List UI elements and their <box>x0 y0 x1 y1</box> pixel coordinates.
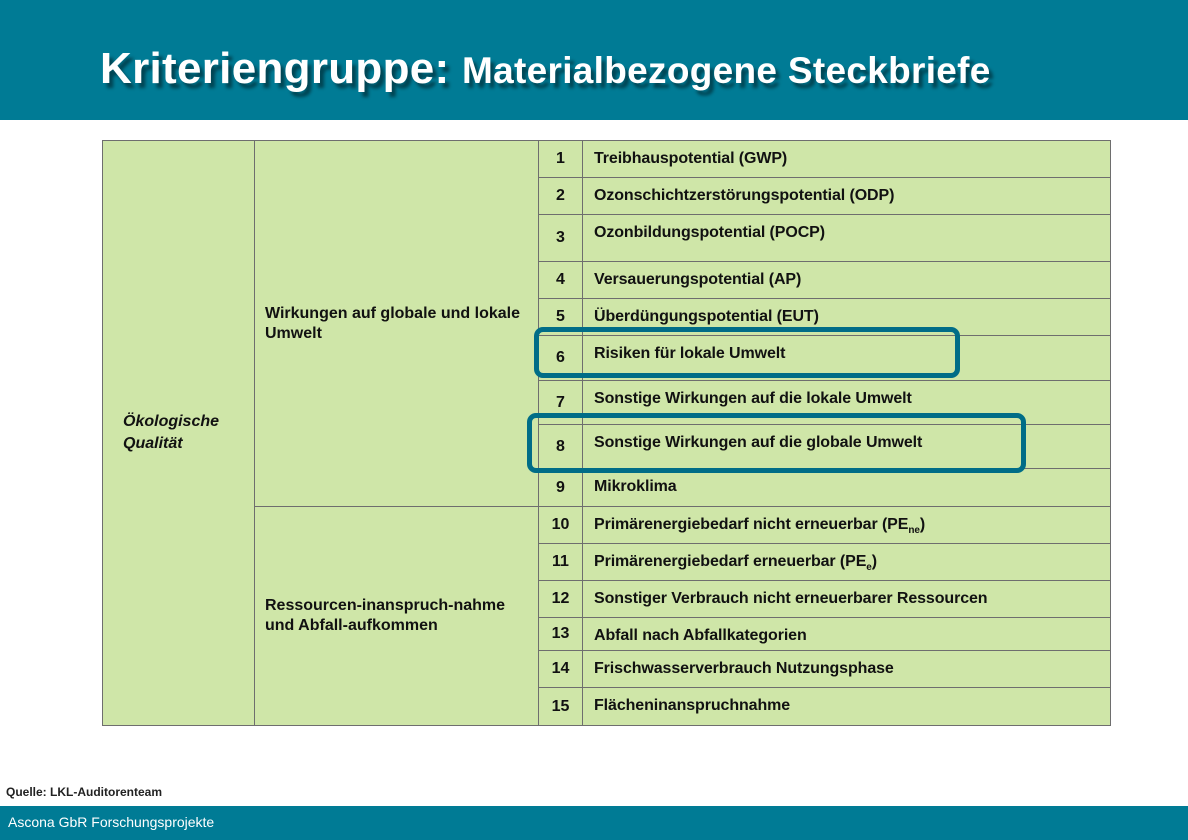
criterion-label: Überdüngungspotential (EUT) <box>583 299 1111 336</box>
criterion-number: 13 <box>539 618 583 651</box>
criterion-number: 9 <box>539 469 583 507</box>
highlight-row-6 <box>534 327 960 378</box>
criterion-number: 10 <box>539 507 583 544</box>
criterion-label-suffix: ) <box>871 553 877 570</box>
footer-bar <box>0 806 1188 840</box>
criterion-number: 3 <box>539 215 583 262</box>
criterion-number: 5 <box>539 299 583 336</box>
criterion-label-text: Primärenergiebedarf erneuerbar (PE <box>594 553 867 570</box>
criterion-number: 1 <box>539 141 583 178</box>
criterion-label: Sonstige Wirkungen auf die lokale Umwelt <box>583 381 1111 425</box>
criterion-number: 11 <box>539 544 583 581</box>
criterion-number: 12 <box>539 581 583 618</box>
criterion-label: Versauerungspotential (AP) <box>583 262 1111 299</box>
criterion-number: 6 <box>539 336 583 381</box>
criterion-number: 14 <box>539 651 583 688</box>
highlight-row-8 <box>527 413 1026 473</box>
page-title <box>100 44 991 94</box>
footer-text: Ascona GbR Forschungsprojekte <box>8 814 215 830</box>
title-bar <box>0 0 1188 120</box>
criterion-number: 4 <box>539 262 583 299</box>
criterion-label: Ozonschichtzerstörungspotential (ODP) <box>583 178 1111 215</box>
source-note: Quelle: LKL-Auditorenteam <box>6 785 163 799</box>
table-row <box>103 141 1111 178</box>
criterion-label: Abfall nach Abfallkategorien <box>583 618 1111 651</box>
criterion-number: 2 <box>539 178 583 215</box>
criterion-label: Flächeninanspruchnahme <box>583 688 1111 726</box>
criterion-label: Treibhauspotential (GWP) <box>583 141 1111 178</box>
criterion-number: 15 <box>539 688 583 726</box>
criterion-label-subscript: ne <box>908 525 920 537</box>
criterion-label-subscript: e <box>866 562 872 574</box>
title-subject: Materialbezogene Steckbriefe <box>462 50 991 91</box>
criterion-label-text: Primärenergiebedarf nicht erneuerbar (PE <box>594 516 909 533</box>
criterion-label: Sonstige Wirkungen auf die globale Umwelt <box>583 425 1111 469</box>
criterion-label: Mikroklima <box>583 469 1111 507</box>
group-resources-waste: Ressourcen-inanspruch-nahme und Abfall-aufkommen <box>255 507 539 726</box>
criterion-label: Sonstiger Verbrauch nicht erneuerbarer Ressourcen <box>583 581 1111 618</box>
criterion-label <box>583 544 1111 581</box>
title-prefix: Kriteriengruppe: <box>100 44 463 93</box>
criterion-label-suffix: ) <box>919 516 926 533</box>
criterion-number: 8 <box>539 425 583 469</box>
group-environmental-impact: Wirkungen auf globale und lokale Umwelt <box>255 141 539 507</box>
criterion-number: 7 <box>539 381 583 425</box>
criterion-label: Frischwasserverbrauch Nutzungsphase <box>583 651 1111 688</box>
criterion-label: Risiken für lokale Umwelt <box>583 336 1111 381</box>
category-cell: Ökologische Qualität <box>103 141 255 726</box>
criterion-label: Ozonbildungspotential (POCP) <box>583 215 1111 262</box>
criterion-label <box>583 507 1111 544</box>
table-row <box>103 507 1111 544</box>
